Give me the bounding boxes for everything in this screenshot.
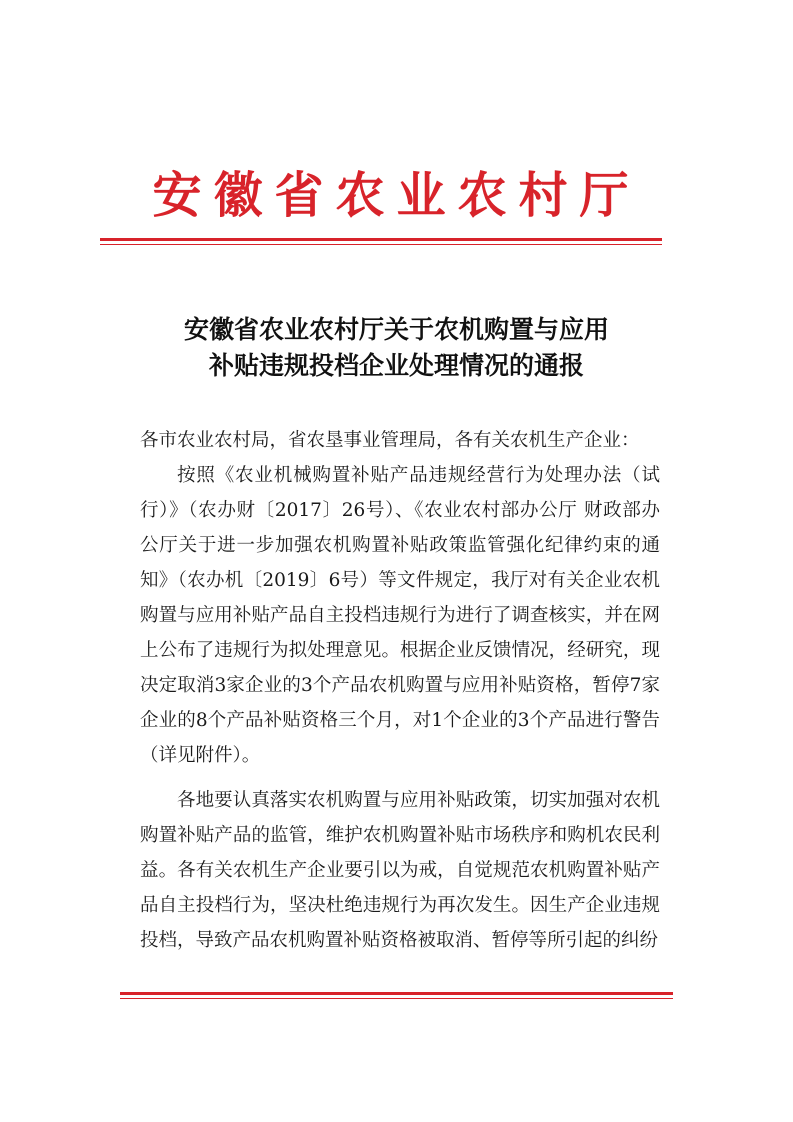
salutation: 各市农业农村局，省农垦事业管理局，各有关农机生产企业： — [140, 430, 640, 451]
masthead-red-rule-thin — [100, 244, 662, 245]
document-title-line-2: 补贴违规投档企业处理情况的通报 — [208, 351, 584, 380]
body-paragraph-1: 按照《农业机械购置补贴产品违规经营行为处理办法（试行）》（农办财〔2017〕26号）、《农业农村部办公厅 财政部办公厅关于进一步加强农机购置补贴政策监管强化纪律约束的通知》（农办机〔2019〕6号）等文件规定，我厅对有关企业农机购置与应用补贴产品自主投档违规行为进行了调查核实，并在网上公布了违规行为拟处理意见。根据企业反馈情况，经研究，现决定取消3家企业的3个产品农机购置与应用补贴资格，暂停7家企业的8个产品补贴资格三个月，对1个企业的3个产品进行警告（详见附件）。 — [140, 465, 660, 766]
footer-red-rule — [120, 992, 673, 995]
footer-red-rule-thin — [120, 998, 673, 999]
body-paragraph-2: 各地要认真落实农机购置与应用补贴政策，切实加强对农机购置补贴产品的监管，维护农机购置补贴市场秩序和购机农民利益。各有关农机生产企业要引以为戒，自觉规范农机购置补贴产品自主投档行为，坚决杜绝违规行为再次发生。因生产企业违规投档，导致产品农机购置补贴资格被取消、暂停等所引起的纠纷 — [140, 790, 660, 951]
masthead-red-rule — [100, 238, 662, 241]
masthead-org-name: 安徽省农业农村厅 — [152, 166, 641, 224]
document-body — [140, 423, 660, 958]
document-title — [100, 312, 693, 384]
document-title-line-1: 安徽省农业农村厅关于农机购置与应用 — [183, 315, 609, 344]
